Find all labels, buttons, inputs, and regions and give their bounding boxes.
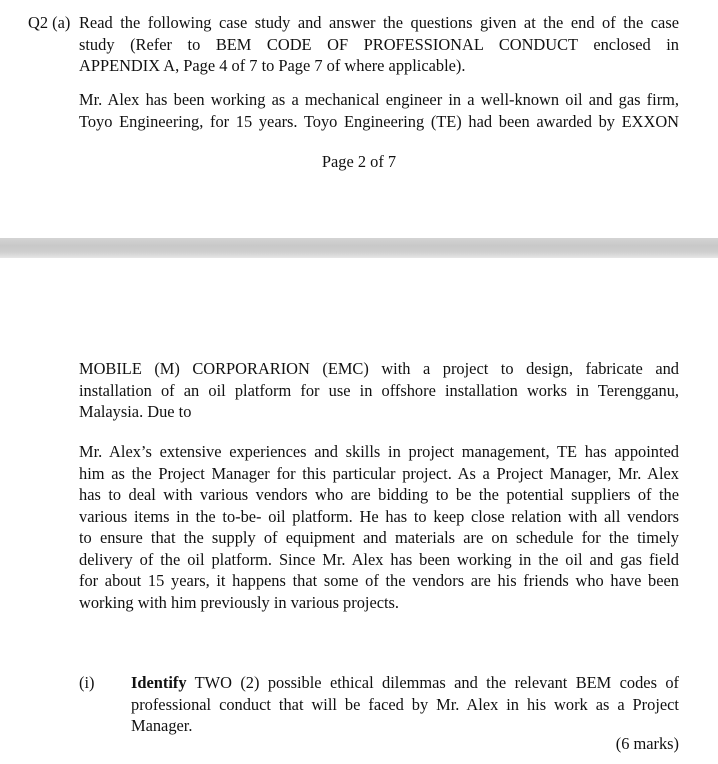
case-study-paragraph-3 [79,441,679,613]
page-separator [0,238,718,258]
sub-question-number: (i) [79,673,95,692]
sub-question-line: Manager. [131,716,193,735]
paragraph-line: various items in the to-be- oil platform. He has to keep close relation with all vendors [79,506,679,526]
page-number: Page 2 of 7 [321,152,397,171]
paragraph-line: working with him previously in various projects. [79,592,400,612]
paragraph-line: Toyo Engineering, for 15 years. Toyo Engineering (TE) had been awarded by EXXON [79,111,679,131]
paragraph-line: Mr. Alex’s extensive experiences and skills in project management, TE has appointed [79,442,679,461]
question-intro-line: APPENDIX A, Page 4 of 7 to Page 7 of where applicable). [79,56,466,75]
case-study-paragraph-2 [79,358,679,423]
paragraph-line: him as the Project Manager for this particular project. As a Project Manager, Mr. Alex [79,463,679,483]
marks-allocation: (6 marks) [615,734,679,753]
paragraph-line: for about 15 years, it happens that some of the vendors are his friends who have been [79,571,679,590]
paragraph-line: delivery of the oil platform. Since Mr. Alex has been working in the oil and gas field [79,549,679,569]
sub-question-keyword: Identify [131,673,187,692]
sub-question-line: professional conduct that will be faced by Mr. Alex in his work as a Project [131,694,679,714]
sub-question-line [131,672,679,694]
paragraph-line: Mr. Alex has been working as a mechanical engineer in a well-known oil and gas firm, [79,90,679,109]
paragraph-line: has to deal with various vendors who are bidding to be the potential suppliers of the [79,485,679,504]
case-study-paragraph-1 [79,89,679,132]
question-intro-line: Read the following case study and answer the questions given at the end of the case [79,13,679,32]
sub-question-text [131,672,679,737]
question-intro-line: study (Refer to BEM CODE OF PROFESSIONAL CONDUCT enclosed in [79,34,679,54]
paragraph-line: MOBILE (M) CORPORARION (EMC) with a project to design, fabricate and [79,359,679,378]
question-label: Q2 (a) [28,13,71,32]
sub-question-line-rest: TWO (2) possible ethical dilemmas and the relevant BEM codes of [186,673,679,692]
paragraph-line: installation of an oil platform for use in offshore installation works in Terengganu, [79,380,679,400]
paragraph-line: Malaysia. Due to [79,402,192,421]
paragraph-line: to ensure that the supply of equipment and materials are on schedule for the timely [79,528,679,547]
question-intro [79,12,679,77]
